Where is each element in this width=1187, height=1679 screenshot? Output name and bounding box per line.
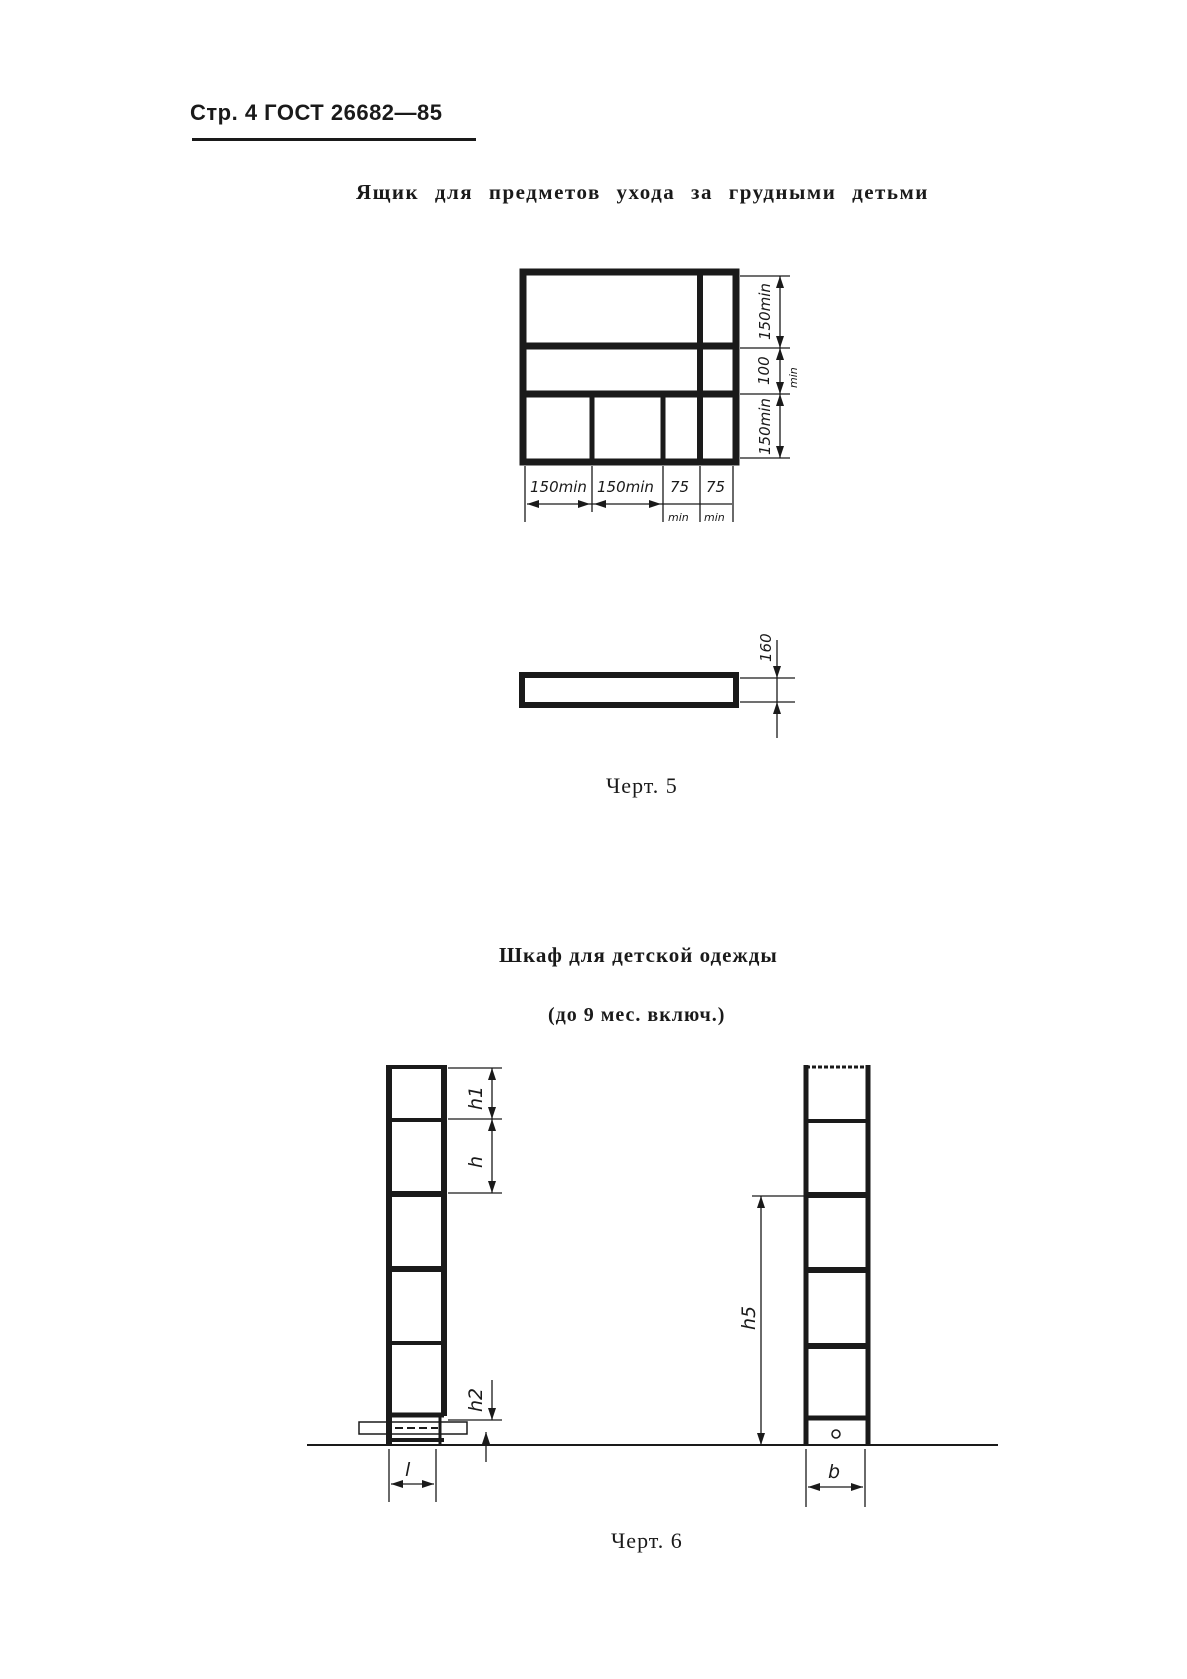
- fig5-dim-h-bot: 150min: [756, 398, 774, 455]
- figure6-caption: Черт. 6: [611, 1528, 683, 1553]
- fig6-dim-b: b: [828, 1461, 841, 1483]
- fig6-dim-h2: h2: [465, 1387, 487, 1412]
- fig5-dim-h-mid: 100: [755, 356, 773, 385]
- fig5-dim-h-mid-extra: min: [787, 367, 800, 388]
- fig5-dim-w2: 150min: [597, 478, 654, 496]
- figure6-title: Шкаф для детской одежды: [499, 943, 778, 967]
- fig5-dim-w3-unit: min: [668, 511, 689, 524]
- figure6-subtitle: (до 9 мес. включ.): [548, 1004, 726, 1026]
- fig6-dim-l: l: [405, 1459, 411, 1481]
- fig6-dim-h1: h1: [465, 1085, 487, 1110]
- fig5-dim-w4-unit: min: [704, 511, 725, 524]
- fig5-dim-w1: 150min: [530, 478, 587, 496]
- fig6-dim-h5: h5: [738, 1305, 760, 1330]
- figure5-caption: Черт. 5: [606, 773, 678, 798]
- right-cabinet-view: [806, 1065, 868, 1445]
- figure5-title: Ящик для предметов ухода за грудными детьми: [356, 180, 929, 204]
- fig5-dim-depth: 160: [757, 633, 775, 662]
- fig5-dim-h-top: 150min: [756, 283, 774, 340]
- fig5-dim-w3: 75: [670, 478, 690, 496]
- left-cabinet-view: [359, 1065, 467, 1445]
- fig6-dim-h: h: [465, 1155, 487, 1168]
- page-header: Стр. 4 ГОСТ 26682—85: [190, 100, 443, 125]
- fig5-dim-w4: 75: [706, 478, 726, 496]
